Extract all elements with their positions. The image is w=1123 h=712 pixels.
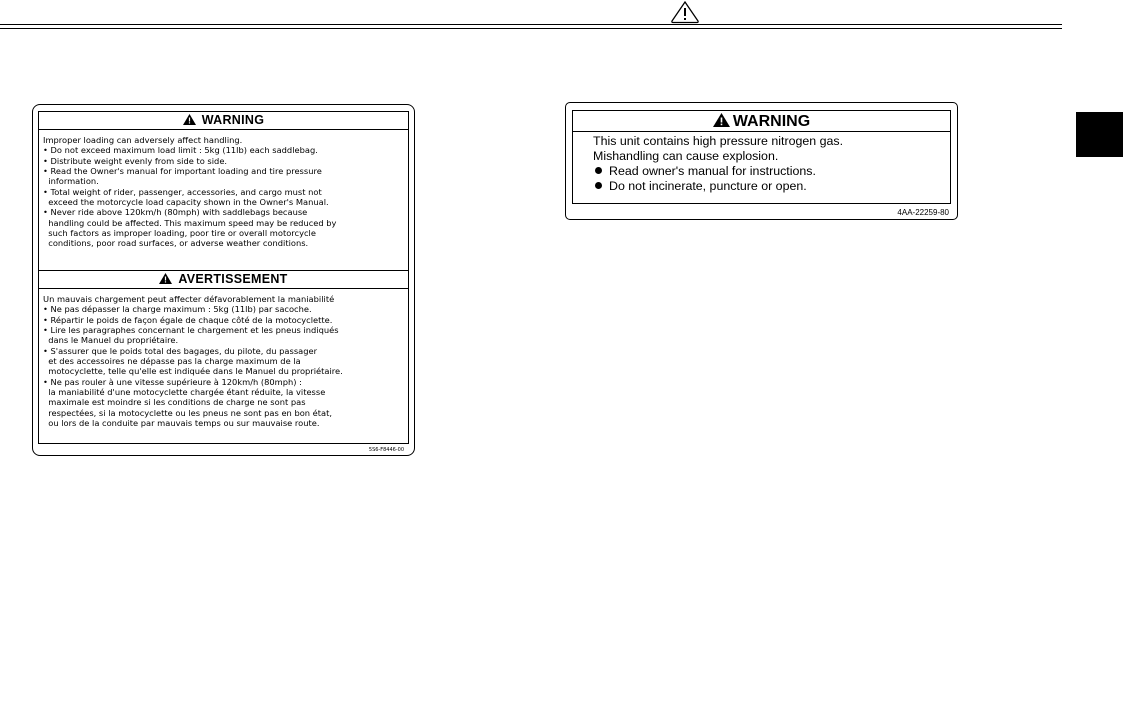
text-line: Un mauvais chargement peut affecter défavorablement la maniabilité (43, 294, 335, 304)
text-line: • Ne pas dépasser la charge maximum : 5kg (11lb) par sacoche. (43, 304, 312, 315)
bullet-item: Read owner's manual for instructions. (593, 164, 950, 179)
text-line: ou lors de la conduite par mauvais temps ou sur mauvaise route. (43, 418, 320, 429)
right-warning-title: WARNING (573, 111, 950, 132)
text-line: • Ne pas rouler à une vitesse supérieure à 120km/h (80mph) : (43, 376, 302, 387)
bullet-icon (593, 164, 609, 179)
french-warning-body (39, 289, 408, 428)
right-warning-body (573, 132, 950, 194)
label-part-code: 5S6-F8446-00 (368, 447, 404, 453)
english-warning-title: WARNING (39, 112, 408, 130)
text-line: This unit contains high pressure nitrogen gas. (593, 134, 844, 148)
text-line: la maniabilité d'une motocyclette chargée étant réduite, la vitesse (43, 387, 326, 398)
warning-triangle-icon (713, 113, 730, 127)
text-line: respectées, si la motocyclette ou les pneus ne sont pas en bon état, (43, 407, 333, 418)
text-line: exceed the motorcycle load capacity shown in the Owner's Manual. (43, 197, 329, 208)
bullet-item: Do not incinerate, puncture or open. (593, 179, 950, 194)
text-line: Mishandling can cause explosion. (593, 149, 779, 163)
text-line: such factors as improper loading, poor tire or overall motorcycle (43, 228, 316, 239)
text-line: conditions, poor road surfaces, or adverse weather conditions. (43, 238, 309, 249)
label-part-code: 4AA-22259-80 (897, 208, 949, 217)
text-line: • Lire les paragraphes concernant le chargement et les pneus indiqués (43, 325, 339, 336)
text-line: et des accessoires ne dépasse pas la charge maximum de la (43, 356, 301, 367)
warning-triangle-icon (159, 273, 172, 284)
text-line: • Total weight of rider, passenger, accessories, and cargo must not (43, 186, 322, 197)
text-line: • Répartir le poids de façon égale de chaque côté de la motocyclette. (43, 314, 333, 325)
warning-triangle-icon (183, 114, 196, 125)
text-line: • Never ride above 120km/h (80mph) with saddlebags because (43, 207, 308, 218)
text-line: • Do not exceed maximum load limit : 5kg (11lb) each saddlebag. (43, 145, 318, 156)
text-line: information. (43, 176, 99, 187)
text-line: • Read the Owner's manual for important loading and tire pressure (43, 166, 322, 177)
english-warning-section (39, 112, 408, 271)
text-line: dans le Manuel du propriétaire. (43, 335, 179, 346)
saddlebag-warning-label (32, 104, 415, 456)
warning-triangle-icon (670, 0, 700, 24)
french-warning-section (39, 271, 408, 443)
french-warning-title: AVERTISSEMENT (39, 271, 408, 289)
text-line: • S'assurer que le poids total des bagages, du pilote, du passager (43, 345, 318, 356)
text-line: Improper loading can adversely affect handling. (43, 135, 243, 145)
text-line: motocyclette, telle qu'elle est indiquée dans le Manuel du propriétaire. (43, 366, 343, 377)
section-tab (1076, 112, 1123, 157)
text-line: handling could be affected. This maximum speed may be reduced by (43, 217, 337, 228)
nitrogen-gas-warning-label (565, 102, 958, 220)
bullet-icon (593, 179, 609, 194)
english-warning-body (39, 130, 408, 249)
text-line: maximale est moindre si les conditions de charge ne sont pas (43, 397, 306, 408)
header-rule (0, 24, 1062, 29)
text-line: • Distribute weight evenly from side to side. (43, 155, 228, 166)
